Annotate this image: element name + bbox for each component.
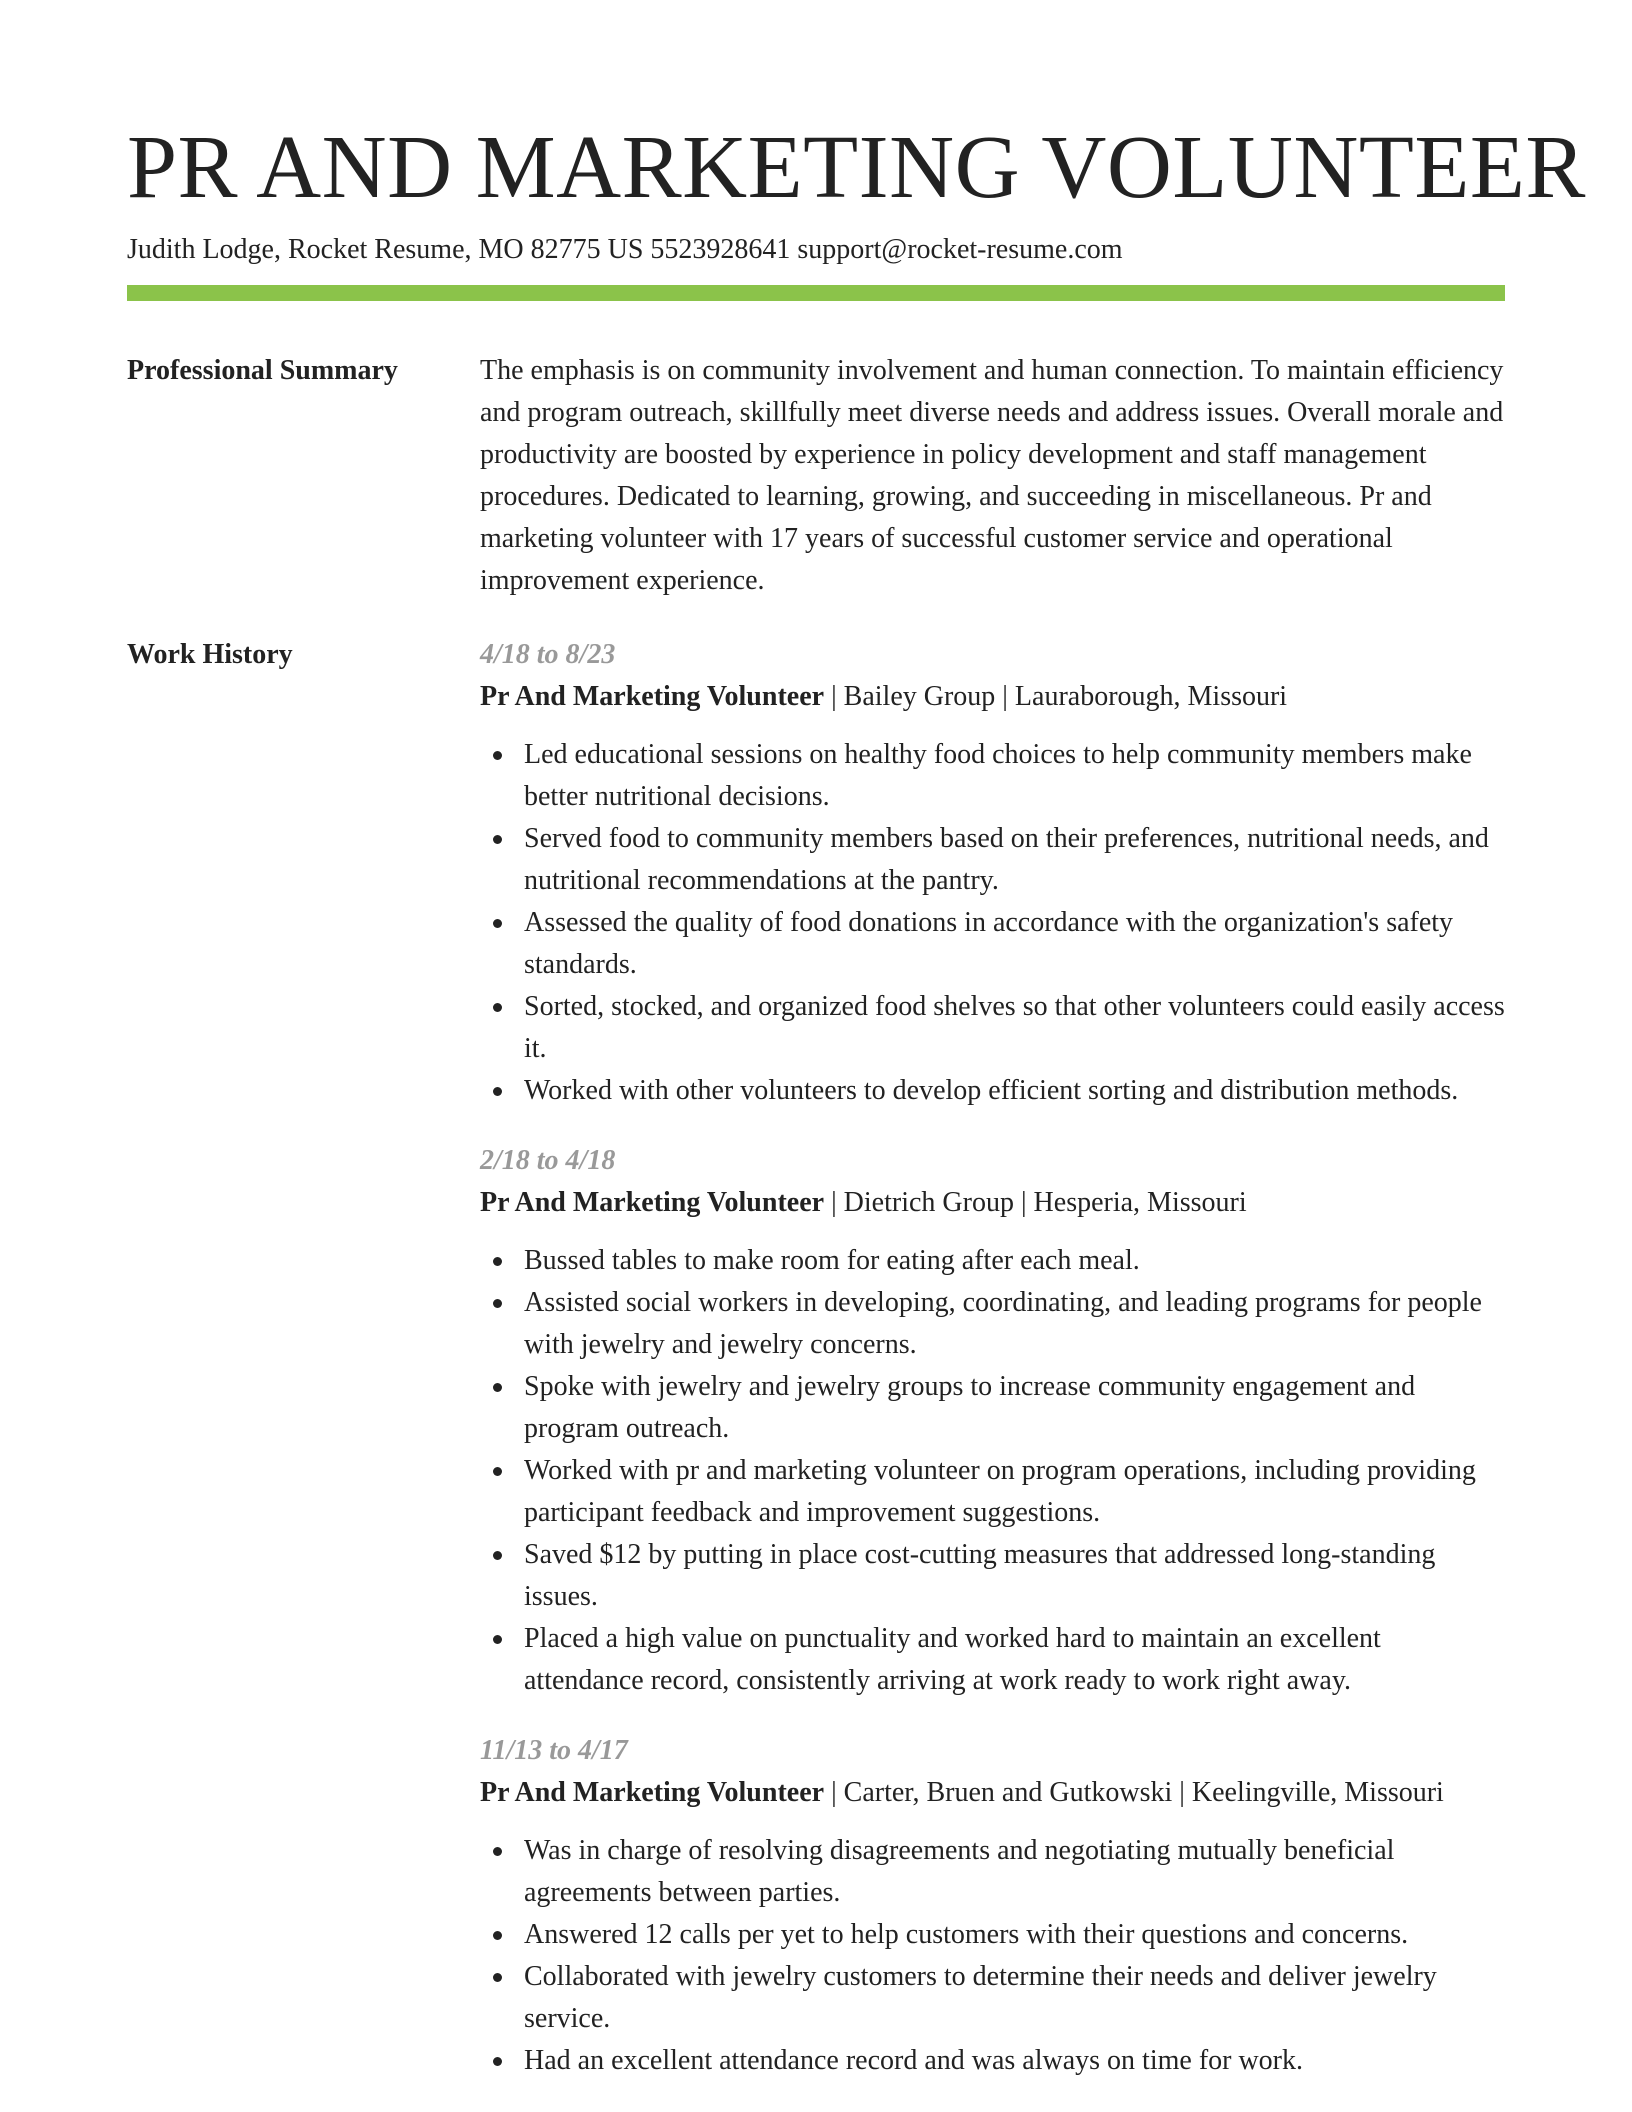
job-title: Pr And Marketing Volunteer <box>480 681 825 712</box>
list-item <box>480 1282 1505 1366</box>
bullet-text: Bussed tables to make room for eating after each meal. <box>524 1245 1140 1276</box>
resume-title: PR AND MARKETING VOLUNTEER <box>127 118 1586 217</box>
list-item <box>480 1914 1505 1956</box>
job-bullet-list <box>480 1240 1505 1702</box>
bullet-dot-icon <box>493 1257 502 1266</box>
job-employer-location: | Dietrich Group | Hesperia, Missouri <box>824 1187 1247 1218</box>
bullet-dot-icon <box>493 919 502 928</box>
bullet-dot-icon <box>493 1551 502 1560</box>
bullet-dot-icon <box>493 1467 502 1476</box>
job-heading <box>480 1182 1505 1224</box>
summary-body <box>480 350 1505 602</box>
bullet-text: Spoke with jewelry and jewelry groups to increase community engagement and program outreach. <box>524 1371 1416 1444</box>
job-dates: 2/18 to 4/18 <box>480 1145 616 1176</box>
bullet-text: Assisted social workers in developing, coordinating, and leading programs for people with jewelry and jewelry concerns. <box>524 1287 1482 1360</box>
header-divider <box>127 285 1505 301</box>
summary-text: The emphasis is on community involvement and human connection. To maintain efficiency and program outreach, skillfully meet diverse needs and address issues. Overall morale and productivity are boosted by experience in policy development and staff management procedures. Dedicated to learning, growing, and succeeding in miscellaneous. Pr and marketing volunteer with 17 years of successful customer service and operational improvement experience. <box>480 355 1504 596</box>
job-heading <box>480 1772 1505 1814</box>
list-item <box>480 986 1505 1070</box>
bullet-dot-icon <box>493 1847 502 1856</box>
bullet-text: Served food to community members based on their preferences, nutritional needs, and nutritional recommendations at the pantry. <box>524 823 1489 896</box>
bullet-text: Answered 12 calls per yet to help customers with their questions and concerns. <box>524 1919 1409 1950</box>
list-item <box>480 734 1505 818</box>
list-item <box>480 1366 1505 1450</box>
contact-line: Judith Lodge, Rocket Resume, MO 82775 US 5523928641 support@rocket-resume.com <box>127 234 1123 265</box>
bullet-dot-icon <box>493 1635 502 1644</box>
bullet-dot-icon <box>493 1931 502 1940</box>
bullet-dot-icon <box>493 835 502 844</box>
bullet-text: Worked with pr and marketing volunteer on program operations, including providing participant feedback and improvement suggestions. <box>524 1455 1476 1528</box>
work-history-body <box>480 634 1505 2110</box>
list-item <box>480 1070 1505 1112</box>
section-label-summary: Professional Summary <box>127 355 398 386</box>
list-item <box>480 1240 1505 1282</box>
job-entry <box>480 634 1505 1112</box>
list-item <box>480 1450 1505 1534</box>
bullet-text: Saved $12 by putting in place cost-cutting measures that addressed long-standing issues. <box>524 1539 1436 1612</box>
bullet-dot-icon <box>493 1299 502 1308</box>
list-item <box>480 1956 1505 2040</box>
bullet-dot-icon <box>493 1973 502 1982</box>
bullet-text: Led educational sessions on healthy food choices to help community members make better nutritional decisions. <box>524 739 1472 812</box>
job-employer-location: | Carter, Bruen and Gutkowski | Keelingville, Missouri <box>824 1777 1444 1808</box>
job-entry <box>480 1730 1505 2082</box>
bullet-text: Placed a high value on punctuality and worked hard to maintain an excellent attendance record, consistently arriving at work ready to work right away. <box>524 1623 1381 1696</box>
bullet-text: Had an excellent attendance record and was always on time for work. <box>524 2045 1304 2076</box>
bullet-text: Assessed the quality of food donations in accordance with the organization's safety standards. <box>524 907 1454 980</box>
job-title: Pr And Marketing Volunteer <box>480 1777 825 1808</box>
bullet-dot-icon <box>493 751 502 760</box>
job-bullet-list <box>480 1830 1505 2082</box>
job-dates: 4/18 to 8/23 <box>480 639 616 670</box>
list-item <box>480 1830 1505 1914</box>
list-item <box>480 2040 1505 2082</box>
list-item <box>480 1618 1505 1702</box>
bullet-dot-icon <box>493 1087 502 1096</box>
list-item <box>480 902 1505 986</box>
job-heading <box>480 676 1505 718</box>
list-item <box>480 1534 1505 1618</box>
job-bullet-list <box>480 734 1505 1112</box>
job-entry <box>480 1140 1505 1702</box>
bullet-text: Collaborated with jewelry customers to determine their needs and deliver jewelry service. <box>524 1961 1437 2034</box>
bullet-text: Sorted, stocked, and organized food shelves so that other volunteers could easily access it. <box>524 991 1505 1064</box>
job-employer-location: | Bailey Group | Lauraborough, Missouri <box>824 681 1288 712</box>
bullet-text: Was in charge of resolving disagreements and negotiating mutually beneficial agreements between parties. <box>524 1835 1395 1908</box>
bullet-dot-icon <box>493 1003 502 1012</box>
bullet-dot-icon <box>493 1383 502 1392</box>
section-label-work-history: Work History <box>127 639 293 670</box>
bullet-dot-icon <box>493 2057 502 2066</box>
job-title: Pr And Marketing Volunteer <box>480 1187 825 1218</box>
bullet-text: Worked with other volunteers to develop efficient sorting and distribution methods. <box>524 1075 1459 1106</box>
list-item <box>480 818 1505 902</box>
job-dates: 11/13 to 4/17 <box>480 1735 628 1766</box>
